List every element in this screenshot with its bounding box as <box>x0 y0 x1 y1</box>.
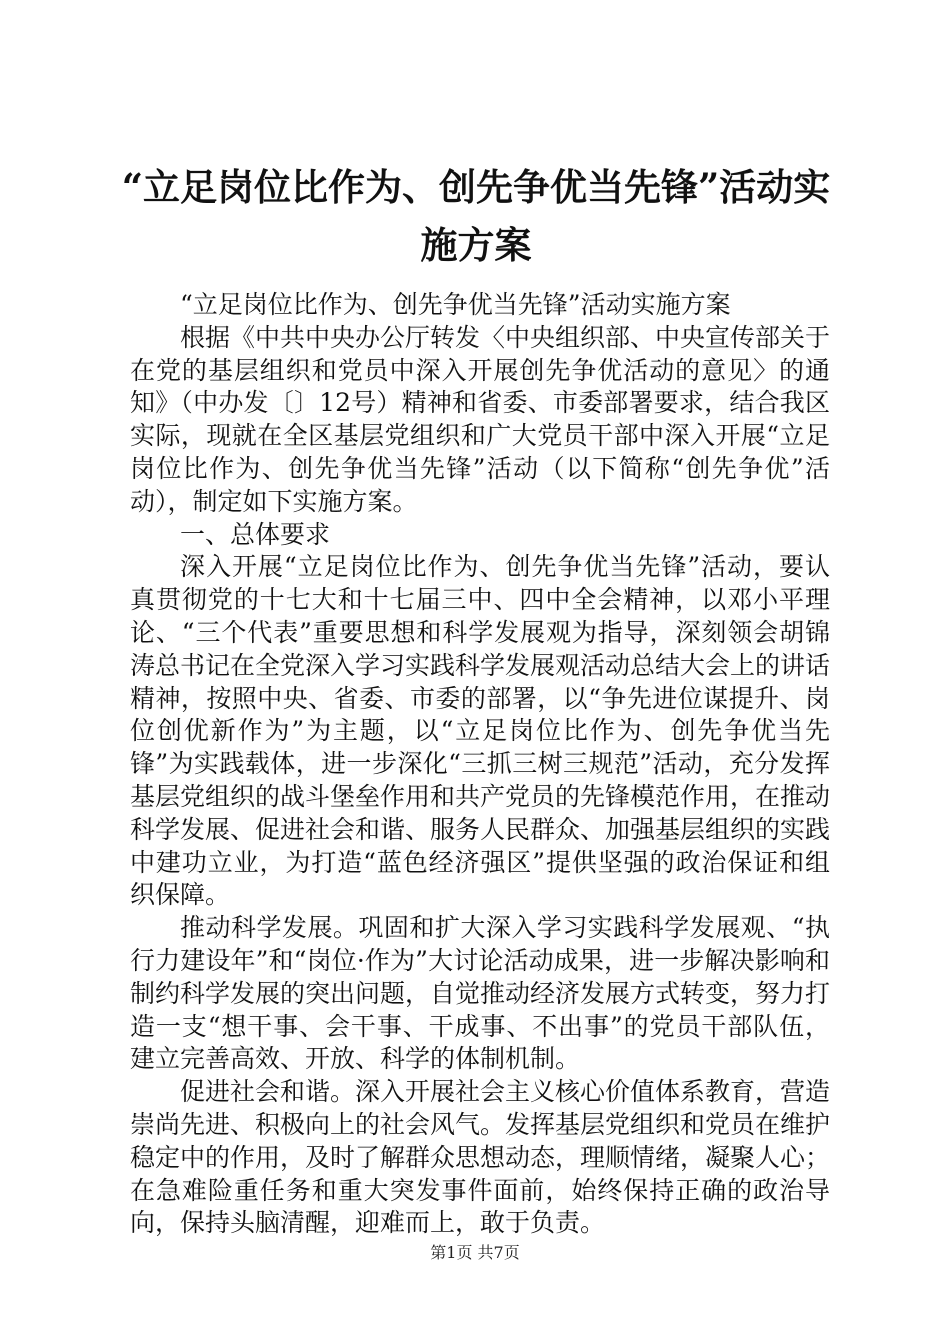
subtitle-paragraph: “立足岗位比作为、创先争优当先锋”活动实施方案 <box>180 290 731 319</box>
document-title: “立足岗位比作为、创先争优当先锋”活动实施方案 <box>121 165 831 267</box>
development-paragraph: 推动科学发展。巩固和扩大深入学习实践科学发展观、“执行力建设年”和“岗位·作为”大讨论活动成果，进一步解决影响和制约科学发展的突出问题，自觉推动经济发展方式转变，努力打造一支“想干事、会干事、干成事、不出事”的党员干部队伍，建立完善高效、开放、科学的体制机制。 <box>130 913 831 1074</box>
requirements-paragraph: 深入开展“立足岗位比作为、创先争优当先锋”活动，要认真贯彻党的十七大和十七届三中、四中全会精神，以邓小平理论、“三个代表”重要思想和科学发展观为指导，深刻领会胡锦涛总书记在全党深入学习实践科学发展观活动总结大会上的讲话精神，按照中央、省委、市委的部署，以“争先进位谋提升、岗位创优新作为”为主题，以“立足岗位比作为、创先争优当先锋”为实践载体，进一步深化“三抓三树三规范”活动，充分发挥基层党组织的战斗堡垒作用和共产党员的先锋模范作用，在推动科学发展、促进社会和谐、服务人民群众、加强基层组织的实践中建功立业，为打造“蓝色经济强区”提供坚强的政治保证和组织保障。 <box>130 552 831 910</box>
page-number-footer: 第1页 共7页 <box>430 1243 520 1262</box>
document-body <box>130 289 830 1240</box>
harmony-paragraph: 促进社会和谐。深入开展社会主义核心价值体系教育，营造崇尚先进、积极向上的社会风气。发挥基层党组织和党员在维护稳定中的作用，及时了解群众思想动态，理顺情绪，凝聚人心；在急难险重任务和重大突发事件面前，始终保持正确的政治导向，保持头脑清醒，迎难而上，敢于负责。 <box>130 1077 831 1238</box>
intro-paragraph: 根据《中共中央办公厅转发〈中央组织部、中央宣传部关于在党的基层组织和党员中深入开展创先争优活动的意见〉的通知》（中办发〔〕12号）精神和省委、市委部署要求，结合我区实际，现就在全区基层党组织和广大党员干部中深入开展“立足岗位比作为、创先争优当先锋”活动（以下简称“创先争优”活动），制定如下实施方案。 <box>130 322 831 516</box>
section-heading: 一、总体要求 <box>180 519 331 549</box>
